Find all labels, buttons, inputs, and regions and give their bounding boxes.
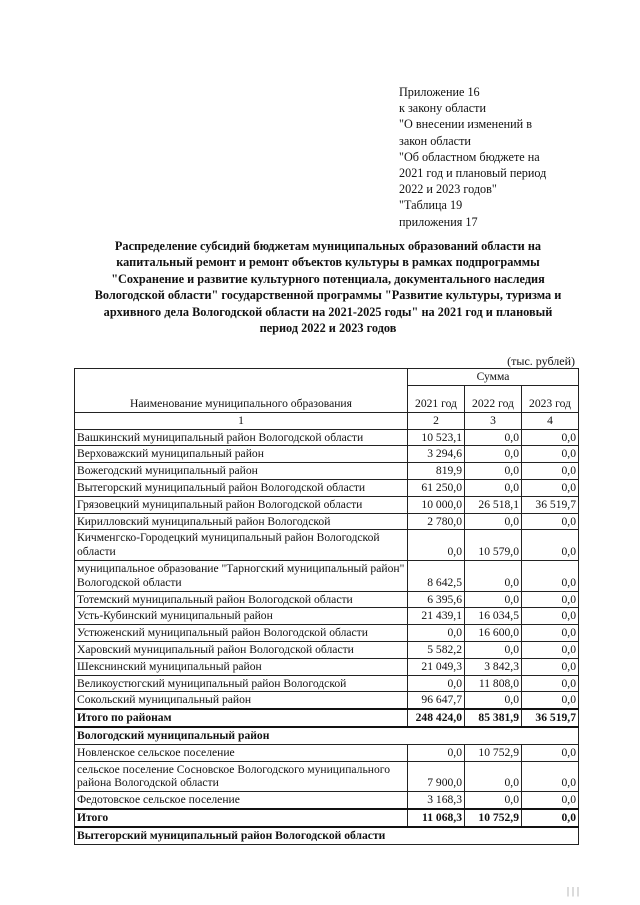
header-line: Приложение 16 (399, 85, 480, 99)
row-name: Федотовское сельское поселение (75, 792, 408, 809)
value-2023: 0,0 (522, 692, 579, 709)
row-name: Великоустюгский муниципальный район Вологодской (75, 675, 408, 692)
value-2021: 819,9 (408, 463, 465, 480)
header-line: закон области (399, 133, 471, 148)
value-2021: 10 523,1 (408, 429, 465, 446)
section-header-row (75, 827, 579, 844)
value-2021: 248 424,0 (408, 709, 465, 727)
appendix-header (399, 84, 599, 230)
value-2023: 36 519,7 (522, 496, 579, 513)
value-2022: 16 034,5 (465, 608, 522, 625)
value-2023: 36 519,7 (522, 709, 579, 727)
column-number: 1 (75, 412, 408, 429)
row-name: Новленское сельское поселение (75, 744, 408, 761)
column-number: 2 (408, 412, 465, 429)
header-line: приложения 17 (399, 214, 478, 229)
table-row (75, 675, 579, 692)
table-row (75, 530, 579, 561)
value-2023: 0,0 (522, 429, 579, 446)
table-row (75, 429, 579, 446)
table-row (75, 513, 579, 530)
value-2022: 0,0 (465, 429, 522, 446)
section1-rows (75, 744, 579, 809)
value-2022: 10 752,9 (465, 744, 522, 761)
header-line: "О внесении изменений в (399, 117, 532, 132)
value-2021: 0,0 (408, 675, 465, 692)
value-2022: 10 579,0 (465, 530, 522, 561)
title-line: период 2022 и 2023 годов (259, 321, 397, 336)
page-mark: ||| (566, 886, 582, 897)
value-2021: 7 900,0 (408, 761, 465, 792)
value-2021: 0,0 (408, 744, 465, 761)
table-row (75, 792, 579, 809)
value-2023: 0,0 (522, 625, 579, 642)
column-header-sum: Сумма (408, 369, 579, 386)
title-line: "Сохранение и развитие культурного потенциала, документального наследия (111, 271, 545, 286)
column-header-year: 2022 год (465, 385, 522, 412)
value-2021: 5 582,2 (408, 641, 465, 658)
section-title: Вытегорский муниципальный район Вологодской области (75, 827, 579, 844)
row-name: Грязовецкий муниципальный район Вологодской области (75, 496, 408, 513)
value-2021: 0,0 (408, 625, 465, 642)
table-row (75, 625, 579, 642)
column-header-year: 2023 год (522, 385, 579, 412)
title-line: архивного дела Вологодской области на 2021-2025 годы" на 2021 год и плановый (103, 304, 553, 319)
row-name: Сокольский муниципальный район (75, 692, 408, 709)
row-name: Кирилловский муниципальный район Вологодской (75, 513, 408, 530)
table-row (75, 658, 579, 675)
row-name: Вашкинский муниципальный район Вологодской области (75, 429, 408, 446)
district-rows (75, 429, 579, 709)
value-2022: 0,0 (465, 641, 522, 658)
row-name: Вытегорский муниципальный район Вологодской области (75, 479, 408, 496)
title-line: Вологодской области" государственной программы "Развитие культуры, туризма и (94, 288, 562, 303)
row-name: Вожегодский муниципальный район (75, 463, 408, 480)
table-row (75, 463, 579, 480)
row-name: Устюженский муниципальный район Вологодской области (75, 625, 408, 642)
value-2021: 21 049,3 (408, 658, 465, 675)
value-2022: 85 381,9 (465, 709, 522, 727)
value-2022: 3 842,3 (465, 658, 522, 675)
value-2023: 0,0 (522, 658, 579, 675)
row-name: сельское поселение Сосновское Вологодского муниципального района Вологодской области (75, 761, 408, 792)
header-line: 2021 год и плановый период (399, 166, 547, 181)
title-line: Распределение субсидий бюджетам муниципальных образований области на (114, 239, 542, 253)
value-2022: 0,0 (465, 692, 522, 709)
value-2023: 0,0 (522, 479, 579, 496)
column-header-year: 2021 год (408, 385, 465, 412)
section-title: Вологодский муниципальный район (75, 727, 579, 744)
value-2023: 0,0 (522, 761, 579, 792)
table-header-row (75, 369, 579, 386)
value-2023: 0,0 (522, 792, 579, 809)
total-districts-row (75, 709, 579, 727)
value-2023: 0,0 (522, 560, 579, 591)
header-line: к закону области (399, 101, 486, 116)
section-total-row (75, 809, 579, 827)
value-2021: 10 000,0 (408, 496, 465, 513)
row-name: Шекснинский муниципальный район (75, 658, 408, 675)
table-row (75, 641, 579, 658)
value-2022: 0,0 (465, 446, 522, 463)
column-number-row (75, 412, 579, 429)
value-2022: 0,0 (465, 792, 522, 809)
title-line: капитальный ремонт и ремонт объектов культуры в рамках подпрограммы (116, 255, 540, 270)
value-2022: 26 518,1 (465, 496, 522, 513)
value-2023: 0,0 (522, 591, 579, 608)
value-2021: 11 068,3 (408, 809, 465, 827)
value-2021: 8 642,5 (408, 560, 465, 591)
table-row (75, 608, 579, 625)
row-name: Итого по районам (75, 709, 408, 727)
value-2023: 0,0 (522, 641, 579, 658)
value-2023: 0,0 (522, 446, 579, 463)
row-name: Тотемский муниципальный район Вологодской области (75, 591, 408, 608)
value-2021: 6 395,6 (408, 591, 465, 608)
value-2023: 0,0 (522, 513, 579, 530)
value-2023: 0,0 (522, 463, 579, 480)
header-line: "Об областном бюджете на (399, 149, 540, 164)
document-title (68, 238, 588, 336)
value-2022: 16 600,0 (465, 625, 522, 642)
header-line: "Таблица 19 (399, 198, 463, 213)
value-2022: 10 752,9 (465, 809, 522, 827)
table-row (75, 692, 579, 709)
value-2023: 0,0 (522, 675, 579, 692)
subsidy-table (74, 368, 579, 845)
column-header-name: Наименование муниципального образования (75, 369, 408, 413)
row-name: Кичменгско-Городецкий муниципальный район Вологодской области (75, 530, 408, 561)
section-header-row (75, 727, 579, 744)
value-2023: 0,0 (522, 530, 579, 561)
value-2023: 0,0 (522, 744, 579, 761)
value-2022: 0,0 (465, 479, 522, 496)
table-row (75, 496, 579, 513)
row-name: Харовский муниципальный район Вологодской области (75, 641, 408, 658)
value-2023: 0,0 (522, 608, 579, 625)
table-row (75, 591, 579, 608)
row-name: Усть-Кубинский муниципальный район (75, 608, 408, 625)
column-number: 4 (522, 412, 579, 429)
value-2021: 3 168,3 (408, 792, 465, 809)
row-name: Итого (75, 809, 408, 827)
table-row (75, 744, 579, 761)
value-2022: 0,0 (465, 463, 522, 480)
value-2022: 0,0 (465, 513, 522, 530)
value-2021: 2 780,0 (408, 513, 465, 530)
value-2021: 3 294,6 (408, 446, 465, 463)
value-2021: 21 439,1 (408, 608, 465, 625)
value-2022: 11 808,0 (465, 675, 522, 692)
value-2022: 0,0 (465, 560, 522, 591)
value-2022: 0,0 (465, 761, 522, 792)
value-2021: 0,0 (408, 530, 465, 561)
header-line: 2022 и 2023 годов" (399, 182, 497, 197)
column-number: 3 (465, 412, 522, 429)
table-row (75, 479, 579, 496)
value-2023: 0,0 (522, 809, 579, 827)
value-2021: 96 647,7 (408, 692, 465, 709)
table-row (75, 761, 579, 792)
value-2022: 0,0 (465, 591, 522, 608)
row-name: муниципальное образование "Тарногский муниципальный район" Вологодской области (75, 560, 408, 591)
table-row (75, 446, 579, 463)
row-name: Верховажский муниципальный район (75, 446, 408, 463)
value-2021: 61 250,0 (408, 479, 465, 496)
units-label: (тыс. рублей) (507, 354, 575, 368)
table-row (75, 560, 579, 591)
